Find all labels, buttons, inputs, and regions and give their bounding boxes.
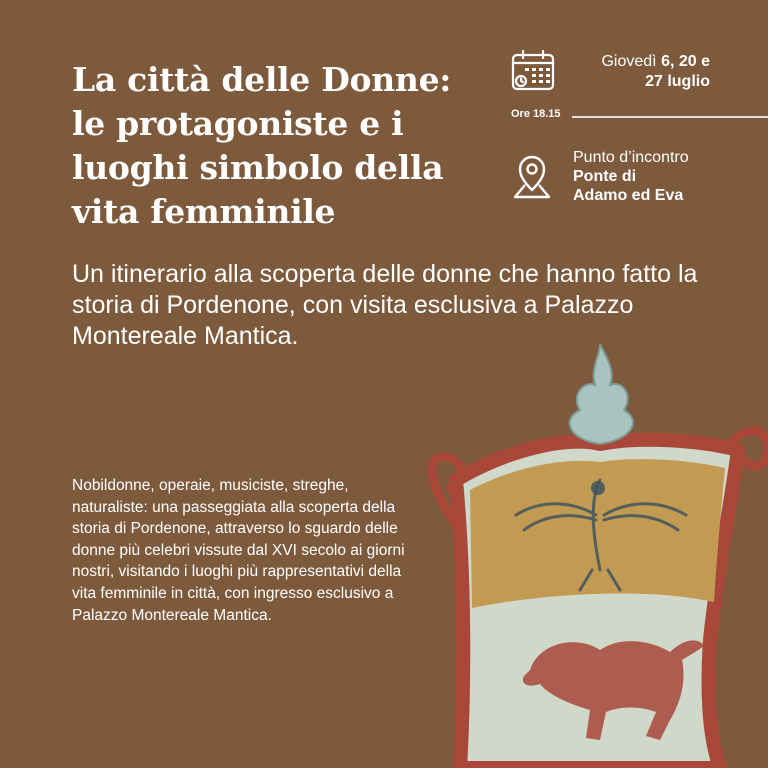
event-dates (570, 52, 710, 92)
location-pin-icon (512, 154, 552, 200)
meeting-point-line2: Adamo ed Eva (573, 187, 684, 204)
divider-line (572, 116, 768, 118)
calendar-icon (511, 49, 555, 93)
event-subtitle: Un itinerario alla scoperta delle donne che hanno fatto la storia di Pordenone, con visita esclusiva a Palazzo Montereale Mantica. (72, 260, 698, 350)
meeting-point (573, 148, 753, 205)
event-time: Ore 18.15 (511, 108, 561, 120)
event-month: 27 luglio (645, 73, 710, 90)
meeting-point-label: Punto d’incontro (573, 149, 689, 166)
day-prefix: Giovedì (601, 53, 657, 70)
coat-of-arms-image (420, 340, 768, 768)
meeting-point-line1: Ponte di (573, 168, 637, 185)
event-title: La città delle Donne: le protagoniste e i luoghi simbolo della vita femminile (72, 60, 452, 231)
event-description: Nobildonne, operaie, musiciste, streghe, naturaliste: una passeggiata alla scoperta della storia di Pordenone, attraverso lo sguardo delle donne più celebri vissute dal XVI secolo ai giorni nostri, visitando i luoghi più rappresentativi della vita femminile in città, con ingresso esclusivo a Palazzo Montereale Mantica. (72, 477, 405, 624)
event-days: 6, 20 e (661, 53, 710, 70)
